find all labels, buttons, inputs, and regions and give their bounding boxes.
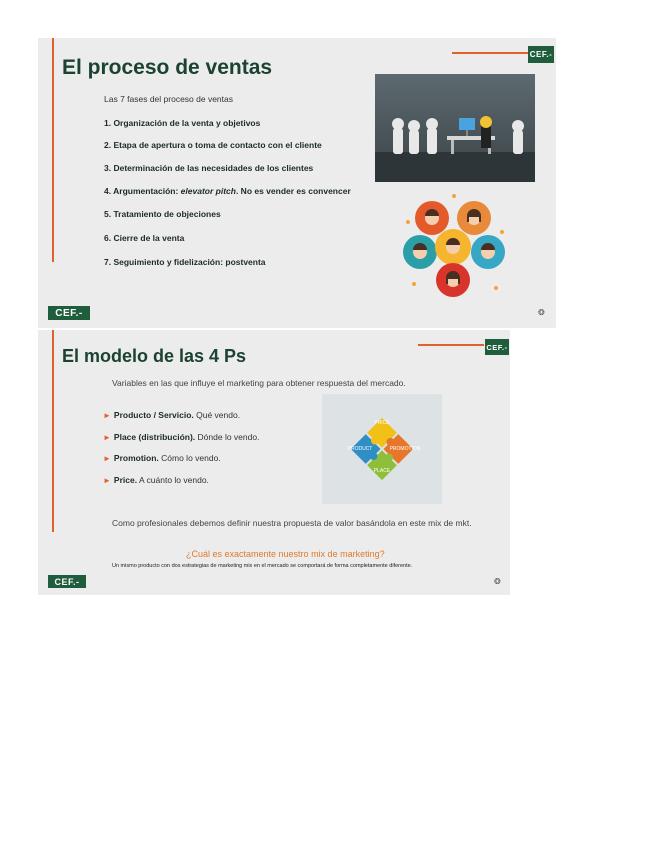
people-illustration (400, 192, 510, 302)
slide-subtitle: Las 7 fases del proceso de ventas (104, 94, 233, 104)
p-item-promotion: ► Promotion. Cómo lo vendo. (103, 453, 221, 463)
accent-horizontal-bar (452, 52, 528, 54)
p-item-producto: ► Producto / Servicio. Qué vendo. (103, 410, 241, 420)
4ps-puzzle-image (322, 394, 442, 504)
phase-item (104, 186, 351, 196)
cef-logo-bottom: CEF.- (48, 306, 90, 320)
phase-item: 2. Etapa de apertura o toma de contacto con el cliente (104, 140, 322, 150)
cef-logo-bottom: CEF.- (48, 575, 86, 588)
phase-prefix: 4. Argumentación: (104, 186, 181, 196)
accent-vertical-bar (52, 38, 54, 262)
phase-emphasis: elevator pitch (180, 186, 236, 196)
intro-text: Variables en las que influye el marketing para obtener respuesta del mercado. (112, 378, 406, 388)
puzzle-label: PROMOTION (389, 446, 421, 452)
footnote-text: Un mismo producto con dos estrategias de marketing mix en el mercado se comportará de forma completamente diferente. (112, 563, 413, 569)
accent-vertical-bar (52, 330, 54, 532)
university-seal-icon: ❂ (538, 308, 545, 317)
slide-proceso-ventas (38, 38, 556, 328)
slide-modelo-4ps (38, 330, 510, 595)
phase-suffix: . No es vender es convencer (235, 186, 351, 196)
slide-title: El modelo de las 4 Ps (62, 346, 247, 366)
phase-item: 3. Determinación de las necesidades de los clientes (104, 163, 314, 173)
puzzle-label: PRICE (374, 420, 390, 426)
puzzle-label: PRODUCT (347, 446, 373, 452)
phase-item: 7. Seguimiento y fidelización: postventa (104, 257, 266, 267)
bullet-triangle-icon: ► (103, 433, 111, 442)
p-item-place: ► Place (distribución). Dónde lo vendo. (103, 432, 260, 442)
p-item-price: ► Price. A cuánto lo vendo. (103, 475, 209, 485)
accent-horizontal-bar (418, 344, 484, 346)
phase-item: 5. Tratamiento de objeciones (104, 209, 221, 219)
closing-text: Como profesionales debemos definir nuestra propuesta de valor basándola en este mix de mkt. (112, 518, 472, 528)
bullet-triangle-icon: ► (103, 454, 111, 463)
slide-title: El proceso de ventas (62, 56, 273, 79)
puzzle-label: PLACE (373, 468, 391, 474)
question-text: ¿Cuál es exactamente nuestro mix de marketing? (186, 549, 385, 559)
university-seal-icon: ❂ (494, 577, 501, 586)
office-photo (375, 74, 535, 182)
phase-item: 6. Cierre de la venta (104, 233, 185, 243)
phase-item: 1. Organización de la venta y objetivos (104, 118, 261, 128)
bullet-triangle-icon: ► (103, 411, 111, 420)
cef-logo-top: CEF.- (485, 339, 509, 355)
bullet-triangle-icon: ► (103, 476, 111, 485)
cef-logo-top: CEF.- (528, 46, 554, 63)
